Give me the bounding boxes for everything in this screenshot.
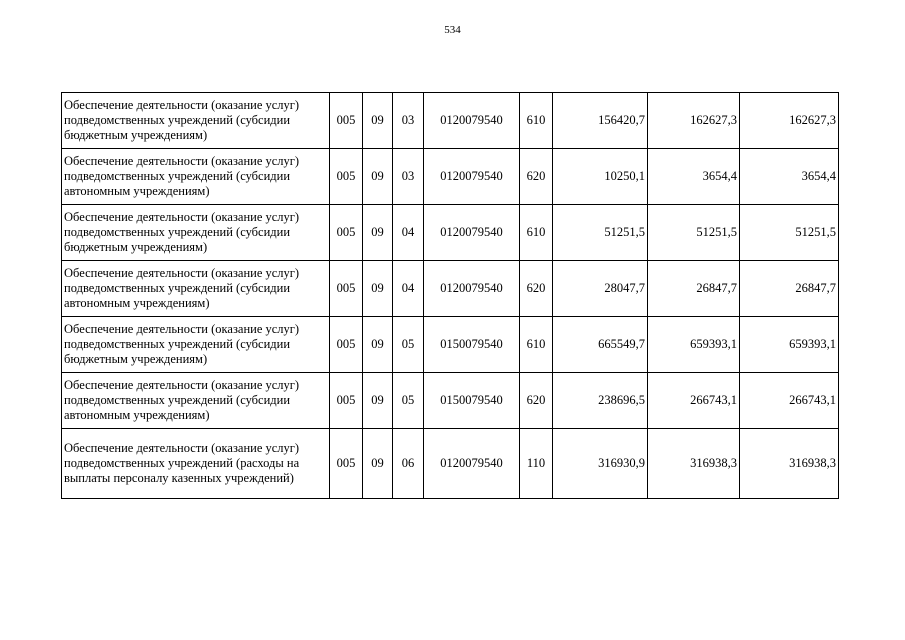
section-code-cell: 09 bbox=[363, 149, 393, 205]
target-article-cell: 0120079540 bbox=[424, 93, 520, 149]
amount-year-1-cell: 316930,9 bbox=[553, 429, 648, 499]
ministry-code-cell: 005 bbox=[330, 149, 363, 205]
table-row bbox=[62, 317, 839, 373]
page-number: 534 bbox=[444, 24, 461, 36]
amount-year-3-cell: 26847,7 bbox=[740, 261, 839, 317]
amount-year-2-cell: 659393,1 bbox=[648, 317, 740, 373]
subsection-code-cell: 05 bbox=[393, 317, 424, 373]
subsection-code-cell: 05 bbox=[393, 373, 424, 429]
table-row bbox=[62, 93, 839, 149]
row-name-cell: Обеспечение деятельности (оказание услуг) подведомственных учреждений (субсидии бюджетным учреждениям) bbox=[62, 205, 330, 261]
target-article-cell: 0120079540 bbox=[424, 149, 520, 205]
section-code-cell: 09 bbox=[363, 261, 393, 317]
row-name-cell: Обеспечение деятельности (оказание услуг) подведомственных учреждений (субсидии автономным учреждениям) bbox=[62, 373, 330, 429]
expense-type-cell: 610 bbox=[520, 205, 553, 261]
ministry-code-cell: 005 bbox=[330, 93, 363, 149]
amount-year-1-cell: 28047,7 bbox=[553, 261, 648, 317]
row-name-cell: Обеспечение деятельности (оказание услуг) подведомственных учреждений (субсидии автономным учреждениям) bbox=[62, 149, 330, 205]
subsection-code-cell: 03 bbox=[393, 149, 424, 205]
row-name-cell: Обеспечение деятельности (оказание услуг) подведомственных учреждений (расходы на выплаты персоналу казенных учреждений) bbox=[62, 429, 330, 499]
target-article-cell: 0120079540 bbox=[424, 261, 520, 317]
table-row bbox=[62, 373, 839, 429]
amount-year-3-cell: 266743,1 bbox=[740, 373, 839, 429]
row-name-cell: Обеспечение деятельности (оказание услуг) подведомственных учреждений (субсидии бюджетным учреждениям) bbox=[62, 317, 330, 373]
amount-year-1-cell: 238696,5 bbox=[553, 373, 648, 429]
row-name-cell: Обеспечение деятельности (оказание услуг) подведомственных учреждений (субсидии автономным учреждениям) bbox=[62, 261, 330, 317]
amount-year-3-cell: 3654,4 bbox=[740, 149, 839, 205]
amount-year-2-cell: 3654,4 bbox=[648, 149, 740, 205]
table-row bbox=[62, 261, 839, 317]
target-article-cell: 0120079540 bbox=[424, 205, 520, 261]
amount-year-2-cell: 162627,3 bbox=[648, 93, 740, 149]
subsection-code-cell: 04 bbox=[393, 261, 424, 317]
ministry-code-cell: 005 bbox=[330, 429, 363, 499]
amount-year-1-cell: 51251,5 bbox=[553, 205, 648, 261]
section-code-cell: 09 bbox=[363, 317, 393, 373]
ministry-code-cell: 005 bbox=[330, 205, 363, 261]
ministry-code-cell: 005 bbox=[330, 317, 363, 373]
amount-year-3-cell: 316938,3 bbox=[740, 429, 839, 499]
ministry-code-cell: 005 bbox=[330, 261, 363, 317]
subsection-code-cell: 06 bbox=[393, 429, 424, 499]
table-row bbox=[62, 149, 839, 205]
amount-year-3-cell: 659393,1 bbox=[740, 317, 839, 373]
target-article-cell: 0150079540 bbox=[424, 373, 520, 429]
subsection-code-cell: 03 bbox=[393, 93, 424, 149]
expense-type-cell: 620 bbox=[520, 149, 553, 205]
amount-year-2-cell: 26847,7 bbox=[648, 261, 740, 317]
amount-year-1-cell: 10250,1 bbox=[553, 149, 648, 205]
row-name-cell: Обеспечение деятельности (оказание услуг) подведомственных учреждений (субсидии бюджетным учреждениям) bbox=[62, 93, 330, 149]
expense-type-cell: 610 bbox=[520, 93, 553, 149]
amount-year-1-cell: 665549,7 bbox=[553, 317, 648, 373]
ministry-code-cell: 005 bbox=[330, 373, 363, 429]
section-code-cell: 09 bbox=[363, 373, 393, 429]
budget-table bbox=[61, 92, 839, 499]
target-article-cell: 0150079540 bbox=[424, 317, 520, 373]
amount-year-2-cell: 316938,3 bbox=[648, 429, 740, 499]
target-article-cell: 0120079540 bbox=[424, 429, 520, 499]
amount-year-1-cell: 156420,7 bbox=[553, 93, 648, 149]
subsection-code-cell: 04 bbox=[393, 205, 424, 261]
amount-year-2-cell: 51251,5 bbox=[648, 205, 740, 261]
amount-year-3-cell: 162627,3 bbox=[740, 93, 839, 149]
expense-type-cell: 610 bbox=[520, 317, 553, 373]
amount-year-3-cell: 51251,5 bbox=[740, 205, 839, 261]
amount-year-2-cell: 266743,1 bbox=[648, 373, 740, 429]
expense-type-cell: 620 bbox=[520, 261, 553, 317]
table-row bbox=[62, 429, 839, 499]
expense-type-cell: 110 bbox=[520, 429, 553, 499]
table-row bbox=[62, 205, 839, 261]
expense-type-cell: 620 bbox=[520, 373, 553, 429]
section-code-cell: 09 bbox=[363, 205, 393, 261]
section-code-cell: 09 bbox=[363, 429, 393, 499]
section-code-cell: 09 bbox=[363, 93, 393, 149]
